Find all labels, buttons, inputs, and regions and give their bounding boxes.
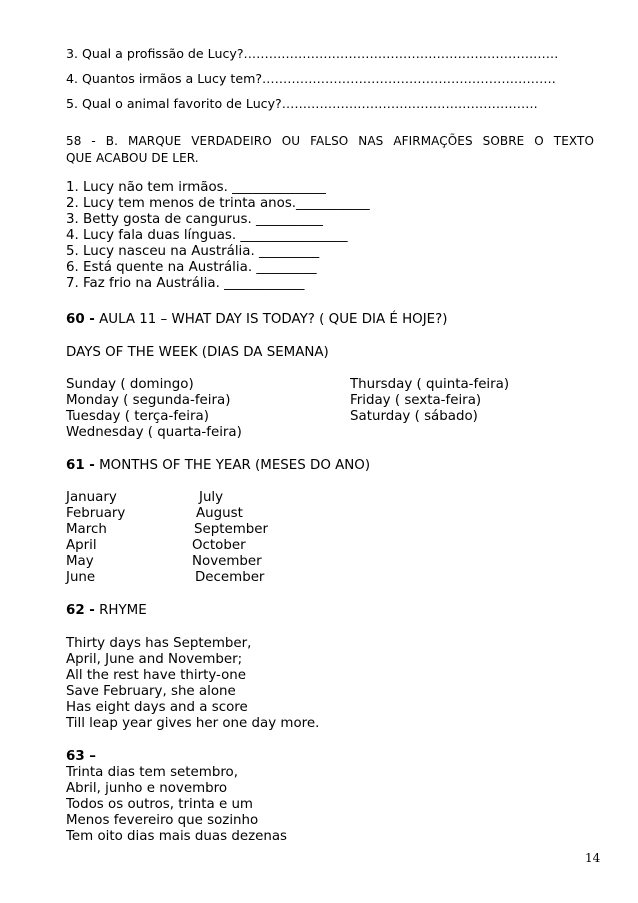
rhyme-en-line: Thirty days has September, xyxy=(66,636,252,651)
section-61-heading xyxy=(66,458,370,474)
statement-4: 4. Lucy fala duas línguas. ________________ xyxy=(66,228,348,243)
section-58-heading-line1: 58 - B. MARQUE VERDADEIRO OU FALSO NAS AFIRMAÇÕES SOBRE O TEXTO xyxy=(66,134,594,148)
rhyme-en-line: Save February, she alone xyxy=(66,684,236,699)
rhyme-pt-line: Menos fevereiro que sozinho xyxy=(66,813,259,828)
section-61-title: MONTHS OF THE YEAR (MESES DO ANO) xyxy=(94,458,371,473)
month-october: October xyxy=(192,538,246,553)
rhyme-pt-line: Tem oito dias mais duas dezenas xyxy=(66,829,288,844)
day-saturday: Saturday ( sábado) xyxy=(350,409,478,424)
question-4: 4. Quantos irmãos a Lucy tem?……………………………………………………………. xyxy=(66,71,556,86)
day-thursday: Thursday ( quinta-feira) xyxy=(350,377,510,392)
month-february: February xyxy=(66,506,126,521)
question-3: 3. Qual a profissão de Lucy?………………………………………………………………… xyxy=(66,46,559,61)
question-5: 5. Qual o animal favorito de Lucy?……………………………………………………. xyxy=(66,96,538,111)
rhyme-en-line: April, June and November; xyxy=(66,652,243,667)
day-wednesday: Wednesday ( quarta-feira) xyxy=(66,425,242,440)
day-monday: Monday ( segunda-feira) xyxy=(66,393,231,408)
section-62-title: RHYME xyxy=(94,603,147,618)
month-march: March xyxy=(66,522,107,537)
page-number: 14 xyxy=(585,851,601,865)
statement-7: 7. Faz frio na Austrália. ____________ xyxy=(66,276,305,291)
month-april: April xyxy=(66,538,97,553)
day-tuesday: Tuesday ( terça-feira) xyxy=(66,409,209,424)
month-december: December xyxy=(195,570,265,585)
rhyme-pt-line: Abril, junho e novembro xyxy=(66,781,228,796)
day-sunday: Sunday ( domingo) xyxy=(66,377,194,392)
statement-2: 2. Lucy tem menos de trinta anos.___________ xyxy=(66,196,370,211)
statement-5: 5. Lucy nasceu na Austrália. _________ xyxy=(66,244,320,259)
statement-3: 3. Betty gosta de cangurus. __________ xyxy=(66,212,323,227)
section-61-number: 61 - xyxy=(66,458,95,473)
section-60-number: 60 - xyxy=(66,312,95,327)
month-november: November xyxy=(192,554,262,569)
days-heading: DAYS OF THE WEEK (DIAS DA SEMANA) xyxy=(66,345,329,360)
month-may: May xyxy=(66,554,94,569)
section-60-title: AULA 11 – WHAT DAY IS TODAY? ( QUE DIA É HOJE?) xyxy=(94,312,448,327)
rhyme-en-line: Till leap year gives her one day more. xyxy=(66,716,320,731)
section-58-heading-line2: QUE ACABOU DE LER. xyxy=(66,151,199,165)
section-63-number: 63 – xyxy=(66,749,96,764)
section-60-heading xyxy=(66,312,447,328)
section-62-number: 62 - xyxy=(66,603,95,618)
month-july: July xyxy=(199,490,224,505)
statement-1: 1. Lucy não tem irmãos. ______________ xyxy=(66,180,326,195)
statement-6: 6. Está quente na Austrália. _________ xyxy=(66,260,317,275)
rhyme-pt-line: Todos os outros, trinta e um xyxy=(66,797,253,812)
month-august: August xyxy=(196,506,243,521)
month-june: June xyxy=(66,570,96,585)
rhyme-en-line: Has eight days and a score xyxy=(66,700,248,715)
month-january: January xyxy=(66,490,117,505)
section-62-heading xyxy=(66,603,147,619)
day-friday: Friday ( sexta-feira) xyxy=(350,393,482,408)
month-september: September xyxy=(194,522,269,537)
rhyme-en-line: All the rest have thirty-one xyxy=(66,668,247,683)
rhyme-pt-line: Trinta dias tem setembro, xyxy=(66,765,238,780)
